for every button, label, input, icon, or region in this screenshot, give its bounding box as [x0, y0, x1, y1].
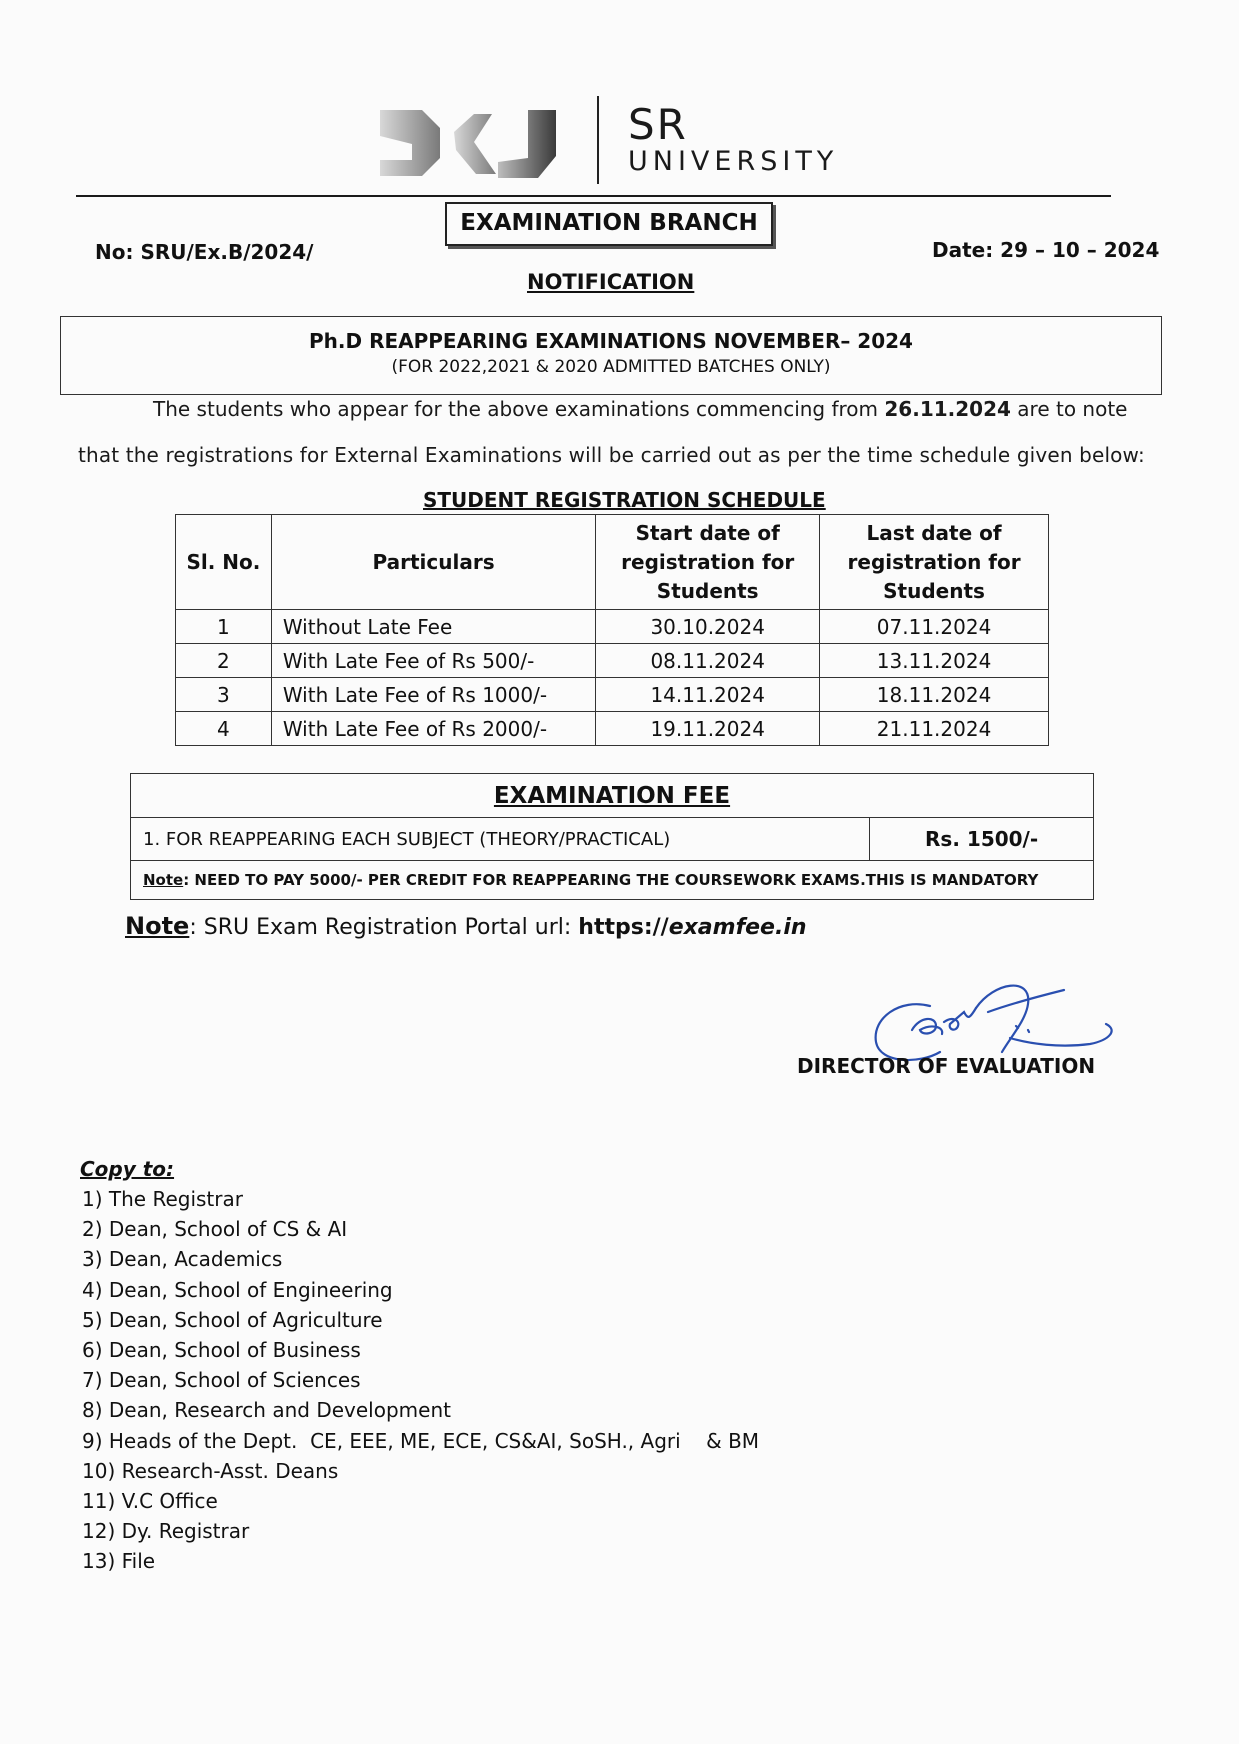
fee-note-label: Note: [143, 871, 184, 889]
exam-title: Ph.D REAPPEARING EXAMINATIONS NOVEMBER– 2024: [309, 329, 913, 353]
start-date-cell: 14.11.2024: [596, 678, 820, 712]
list-item: 3) Dean, Academics: [82, 1247, 283, 1272]
table-row: [176, 610, 1049, 644]
notification-heading: NOTIFICATION: [527, 270, 695, 294]
list-item: 5) Dean, School of Agriculture: [82, 1307, 383, 1332]
col-header-start: Start date of registration for Students: [596, 515, 820, 610]
intro-line-1: [153, 397, 1127, 421]
particulars-cell: With Late Fee of Rs 500/-: [271, 644, 595, 678]
sl-cell: 4: [176, 712, 272, 746]
last-date-cell: 21.11.2024: [820, 712, 1049, 746]
col-header-particulars: Particulars: [271, 515, 595, 610]
intro-prefix: The students who appear for the above examinations commencing from: [153, 397, 885, 421]
portal-note-label: Note: [125, 912, 190, 940]
list-item: 4) Dean, School of Engineering: [82, 1277, 393, 1302]
copy-to-list: [82, 1184, 759, 1576]
copy-to-heading: Copy to:: [80, 1157, 175, 1181]
list-item: 12) Dy. Registrar: [82, 1519, 250, 1544]
schedule-title: STUDENT REGISTRATION SCHEDULE: [423, 488, 826, 512]
fee-note-row: [131, 861, 1094, 900]
list-item: 6) Dean, School of Business: [82, 1337, 361, 1362]
last-date-cell: 07.11.2024: [820, 610, 1049, 644]
list-item: 2) Dean, School of CS & AI: [82, 1217, 348, 1242]
table-row: [176, 678, 1049, 712]
fee-title: EXAMINATION FEE: [131, 774, 1094, 818]
particulars-cell: With Late Fee of Rs 2000/-: [271, 712, 595, 746]
intro-suffix: are to note: [1010, 397, 1128, 421]
exam-title-box: [60, 316, 1162, 395]
portal-url[interactable]: https://examfee.in: [578, 915, 807, 940]
logo-divider: [597, 96, 599, 184]
particulars-cell: With Late Fee of Rs 1000/-: [271, 678, 595, 712]
intro-line-2: that the registrations for External Examinations will be carried out as per the time schedule given below:: [78, 443, 1145, 467]
start-date-cell: 08.11.2024: [596, 644, 820, 678]
exam-subtitle: (FOR 2022,2021 & 2020 ADMITTED BATCHES ONLY): [391, 357, 831, 377]
university-name-line1: SR: [628, 100, 688, 149]
list-item: 10) Research-Asst. Deans: [82, 1458, 339, 1483]
sl-cell: 3: [176, 678, 272, 712]
list-item: 8) Dean, Research and Development: [82, 1398, 451, 1423]
table-row: [176, 644, 1049, 678]
commence-date: 26.11.2024: [884, 397, 1011, 421]
signatory-title: DIRECTOR OF EVALUATION: [797, 1054, 1096, 1078]
portal-note-text: : SRU Exam Registration Portal url:: [189, 915, 579, 940]
list-item: 1) The Registrar: [82, 1187, 243, 1211]
university-name-line2: UNIVERSITY: [628, 146, 839, 177]
fee-item: 1. FOR REAPPEARING EACH SUBJECT (THEORY/PRACTICAL): [131, 818, 870, 861]
start-date-cell: 30.10.2024: [596, 610, 820, 644]
fee-note-text: : NEED TO PAY 5000/- PER CREDIT FOR REAPPEARING THE COURSEWORK EXAMS.THIS IS MANDATORY: [183, 871, 1039, 889]
col-header-sl: Sl. No.: [176, 515, 272, 610]
table-row: [176, 712, 1049, 746]
portal-note: [125, 912, 807, 940]
university-logo: [378, 104, 588, 182]
particulars-cell: Without Late Fee: [271, 610, 595, 644]
last-date-cell: 13.11.2024: [820, 644, 1049, 678]
examination-branch-heading: EXAMINATION BRANCH: [445, 202, 773, 246]
list-item: 9) Heads of the Dept. CE, EEE, ME, ECE, CS&AI, SoSH., Agri & BM: [82, 1428, 760, 1453]
list-item: 7) Dean, School of Sciences: [82, 1368, 361, 1393]
list-item: 11) V.C Office: [82, 1488, 218, 1513]
table-header-row: [176, 515, 1049, 610]
registration-schedule-table: [175, 514, 1049, 746]
examination-fee-table: [130, 773, 1094, 900]
fee-note: [131, 861, 1094, 900]
reference-number: No: SRU/Ex.B/2024/: [95, 240, 314, 264]
sl-cell: 1: [176, 610, 272, 644]
col-header-last: Last date of registration for Students: [820, 515, 1049, 610]
start-date-cell: 19.11.2024: [596, 712, 820, 746]
fee-row: [131, 818, 1094, 861]
fee-amount: Rs. 1500/-: [870, 818, 1094, 861]
list-item: 13) File: [82, 1549, 156, 1574]
sl-cell: 2: [176, 644, 272, 678]
header-rule: [76, 195, 1111, 197]
last-date-cell: 18.11.2024: [820, 678, 1049, 712]
notice-date: Date: 29 – 10 – 2024: [932, 238, 1160, 262]
